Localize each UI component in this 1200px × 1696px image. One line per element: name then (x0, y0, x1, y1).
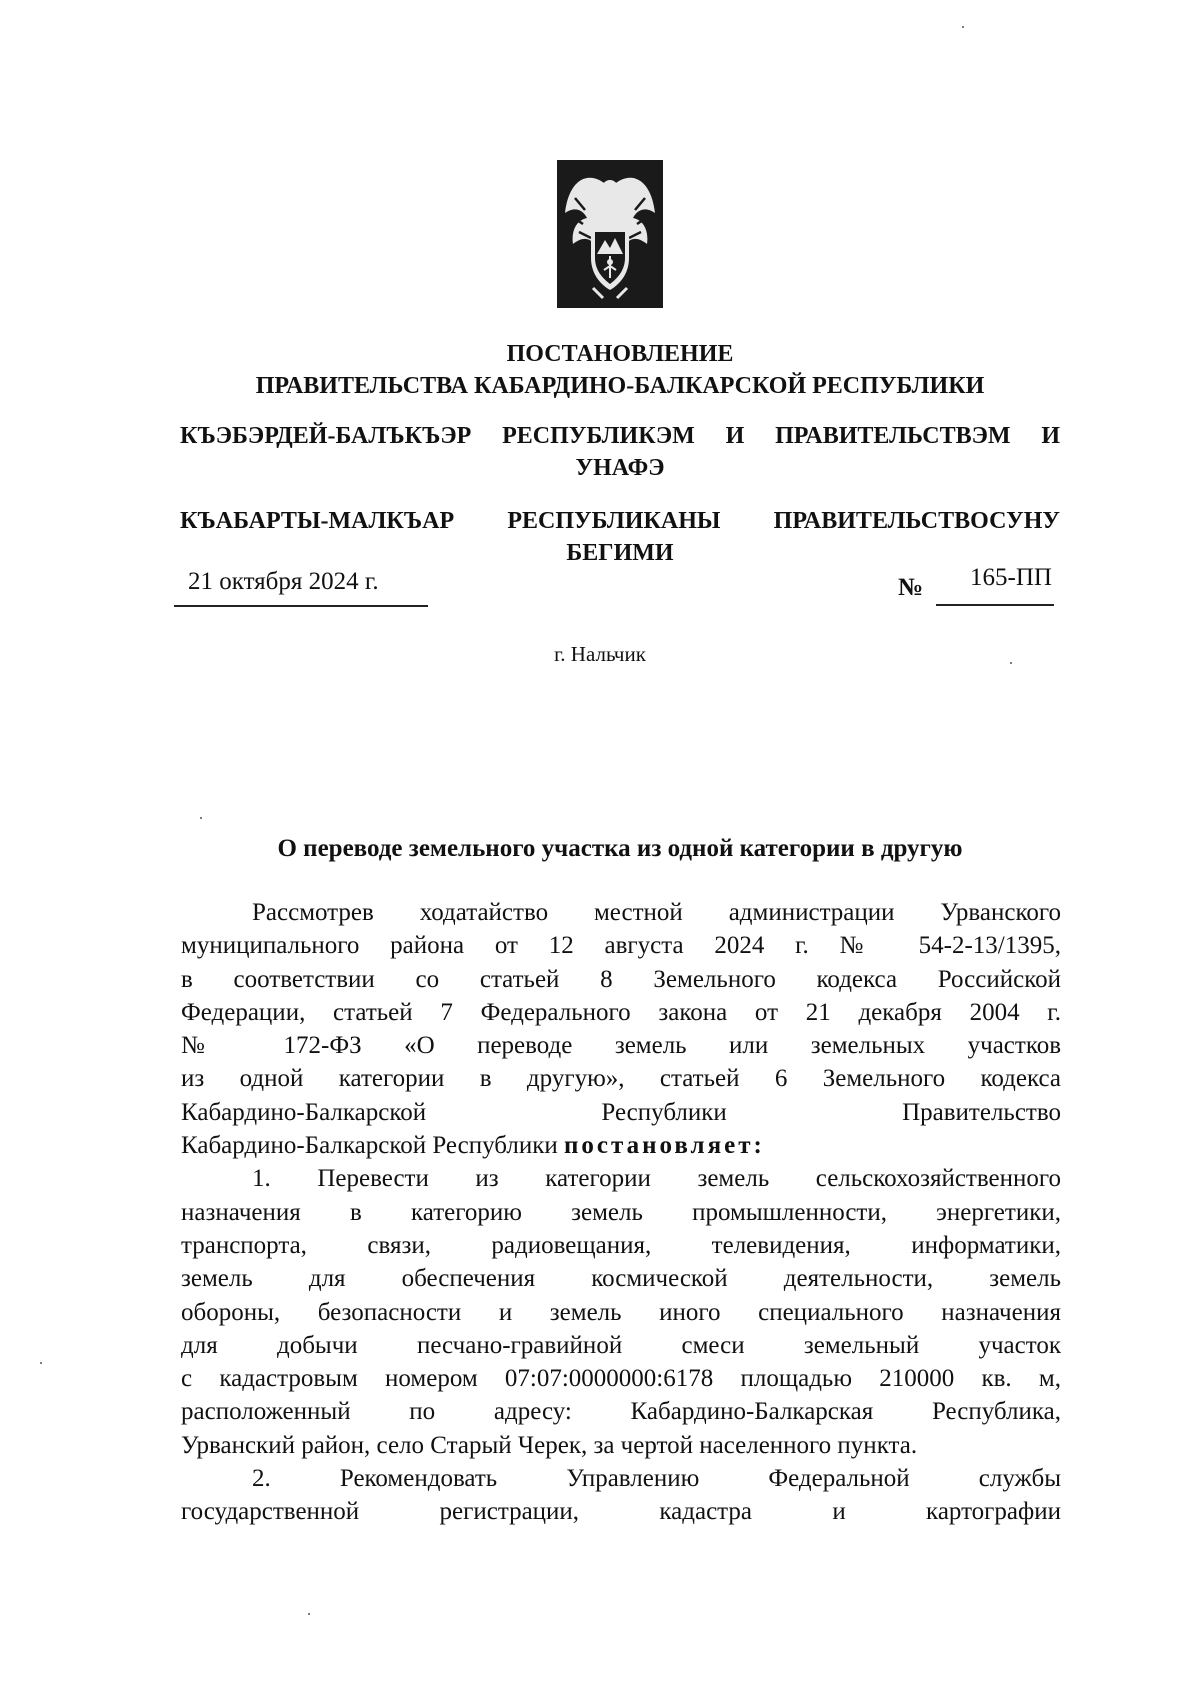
body-line: Рассмотрев ходатайство местной администрации Урванского (252, 899, 1061, 926)
number-underline (936, 604, 1054, 606)
body-line: из одной категории в другую», статьей 6 Земельного кодекса (181, 1065, 1061, 1093)
body-line: Федерации, статьей 7 Федерального закона от 21 декабря 2004 г. (181, 998, 1061, 1026)
document-number: 165-ПП (970, 564, 1052, 591)
decree-word: постановляет: (564, 1132, 765, 1160)
item1-line: для добычи песчано-гравийной смеси земельный участок (181, 1331, 1061, 1359)
body-line: № 172-ФЗ «О переводе земель или земельных участков (181, 1032, 1061, 1060)
scan-speck (962, 26, 964, 28)
scan-speck (200, 817, 202, 819)
number-sign: № (898, 574, 924, 601)
document-header-ru (180, 338, 1060, 402)
document-header-krc (180, 505, 1060, 569)
item1-line: обороны, безопасности и земель иного специального назначения (181, 1298, 1061, 1326)
item1-line: земель для обеспечения космической деятельности, земель (181, 1265, 1061, 1293)
item2-line: государственной регистрации, кадастра и картографии (181, 1498, 1061, 1526)
item1-line: расположенный по адресу: Кабардино-Балкарская Республика, (181, 1398, 1061, 1426)
document-body (181, 896, 1061, 1529)
scan-speck (308, 1613, 310, 1615)
scan-speck (40, 1362, 42, 1364)
document-header-kbd (180, 420, 1060, 484)
header-title-line-2: ПРАВИТЕЛЬСТВА КАБАРДИНО-БАЛКАРСКОЙ РЕСПУБЛИКИ (255, 373, 985, 399)
item1-line: 1. Перевести из категории земель сельскохозяйственного (252, 1165, 1061, 1193)
body-line: в соответствии со статьей 8 Земельного кодекса Российской (181, 965, 1061, 993)
document-title: О переводе земельного участка из одной категории в другую (277, 835, 963, 862)
document-date: 21 октября 2024 г. (188, 568, 379, 595)
decree-line (181, 1129, 1061, 1162)
document-city: г. Нальчик (554, 642, 646, 666)
header-balkar-line-1: КЪАБАРТЫ-МАЛКЪАР РЕСПУБЛИКАНЫ ПРАВИТЕЛЬСТВОСУНУ (180, 508, 1060, 534)
header-kabardian-line-1: КЪЭБЭРДЕЙ-БАЛЪКЪЭР РЕСПУБЛИКЭМ И ПРАВИТЕЛЬСТВЭМ И (180, 423, 1060, 449)
item1-line: с кадастровым номером 07:07:0000000:6178 площадью 210000 кв. м, (181, 1365, 1061, 1393)
header-balkar-line-2: БЕГИМИ (566, 540, 674, 566)
body-line: муниципального района от 12 августа 2024 г. № 54-2-13/1395, (181, 932, 1061, 960)
item2-line: 2. Рекомендовать Управлению Федеральной службы (252, 1465, 1061, 1493)
item1-line: назначения в категорию земель промышленности, энергетики, (181, 1198, 1061, 1226)
scan-speck (1010, 662, 1012, 664)
date-underline (174, 605, 428, 607)
header-kabardian-line-2: УНАФЭ (575, 455, 665, 481)
header-title-line-1: ПОСТАНОВЛЕНИЕ (506, 341, 734, 367)
item1-line: Урванский район, село Старый Черек, за чертой населенного пункта. (181, 1431, 918, 1459)
coat-of-arms-emblem (555, 158, 665, 310)
item1-line: транспорта, связи, радиовещания, телевидения, информатики, (181, 1231, 1061, 1259)
decree-prefix: Кабардино-Балкарской Республики (181, 1132, 558, 1160)
body-line: Кабардино-Балкарской Республики Правительство (181, 1098, 1061, 1126)
